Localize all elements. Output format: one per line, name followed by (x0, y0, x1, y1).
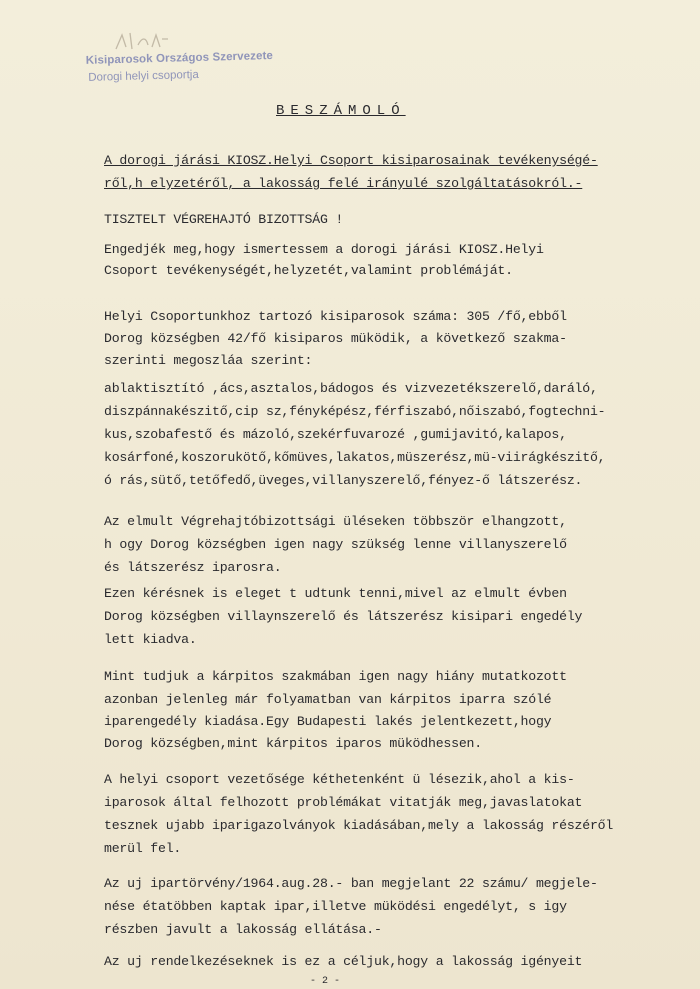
paragraph-line: Dorog községben,mint kárpitos iparos müködhessen. (104, 736, 482, 751)
paragraph-line: Engedjék meg,hogy ismertessem a dorogi járási KIOSZ.Helyi (104, 242, 544, 257)
paragraph-line: Helyi Csoportunkhoz tartozó kisiparosok száma: 305 /fő,ebből (104, 309, 567, 324)
paragraph-line: Dorog községben 42/fő kisiparos müködik, a következő szakma- (104, 331, 567, 346)
subject-line: A dorogi járási KIOSZ.Helyi Csoport kisiparosainak tevékenységé- (104, 153, 598, 168)
paragraph-line: diszpánnakészitő,cip sz,fényképész,férfiszabó,nőiszabó,fogtechni- (104, 404, 606, 419)
paragraph-line: ablaktisztító ,ács,asztalos,bádogos és vizvezetékszerelő,daráló, (104, 381, 598, 396)
paragraph-line: A helyi csoport vezetősége kéthetenként ü lésezik,ahol a kis- (104, 772, 575, 787)
paragraph-line: h ogy Dorog községben igen nagy szükség lenne villanyszerelő (104, 537, 567, 552)
paragraph-line: iparengedély kiadása.Egy Budapesti lakés jelentkezett,hogy (104, 714, 552, 729)
paragraph-line: Ezen kérésnek is eleget t udtunk tenni,mivel az elmult évben (104, 586, 567, 601)
paragraph-line: Az uj rendelkezéseknek is ez a céljuk,hogy a lakosság igényeit (104, 954, 583, 969)
paragraph-line: kus,szobafestő és mázoló,szekérfuvarozé ,gumijavitó,kalapos, (104, 427, 567, 442)
paragraph-line: Az elmult Végrehajtóbizottsági üléseken többször elhangzott, (104, 514, 567, 529)
paragraph-line: merül fel. (104, 841, 182, 856)
paragraph-line: Az uj ipartörvény/1964.aug.28.- ban megjelant 22 számu/ megjele- (104, 876, 598, 891)
subject-line: ről,h elyzetéről, a lakosság felé irányulé szolgáltatásokról.- (104, 176, 583, 191)
paragraph-line: Dorog községben villaynszerelő és látszerész kisipari engedély (104, 609, 583, 624)
paragraph-line: szerinti megoszláa szerint: (104, 353, 313, 368)
paragraph-line: Csoport tevékenységét,helyzetét,valamint problémáját. (104, 263, 513, 278)
page-number: - 2 - (310, 976, 341, 987)
salutation: TISZTELT VÉGREHAJTÓ BIZOTTSÁG ! (104, 212, 344, 227)
organization-stamp (86, 49, 307, 84)
handwritten-mark (112, 27, 172, 55)
stamp-organization-name: Kisiparosok Országos Szervezete (85, 49, 274, 67)
stamp-branch-name: Dorogi helyi csoportja (88, 68, 199, 84)
paragraph-line: kosárfoné,koszorukötő,kőmüves,lakatos,müszerész,mü-viirágkészitő, (104, 450, 606, 465)
paragraph-line: ó rás,sütő,tetőfedő,üveges,villanyszerelő,fényez-ő látszerész. (104, 473, 583, 488)
document-title: BESZÁMOLÓ (276, 103, 406, 119)
paragraph-line: azonban jelenleg már folyamatban van kárpitos iparra szólé (104, 692, 552, 707)
paragraph-line: lett kiadva. (104, 632, 197, 647)
paragraph-line: Mint tudjuk a kárpitos szakmában igen nagy hiány mutatkozott (104, 669, 567, 684)
paragraph-line: tesznek ujabb iparigazolványok kiadásában,mely a lakosság részéről (104, 818, 614, 833)
paragraph-line: és látszerész iparosra. (104, 560, 282, 575)
paragraph-line: részben javult a lakosság ellátása.- (104, 922, 382, 937)
paragraph-line: nése étatöbben kaptak ipar,illetve müködési engedélyt, s igy (104, 899, 567, 914)
paragraph-line: iparosok által felhozott problémákat vitatják meg,javaslatokat (104, 795, 583, 810)
